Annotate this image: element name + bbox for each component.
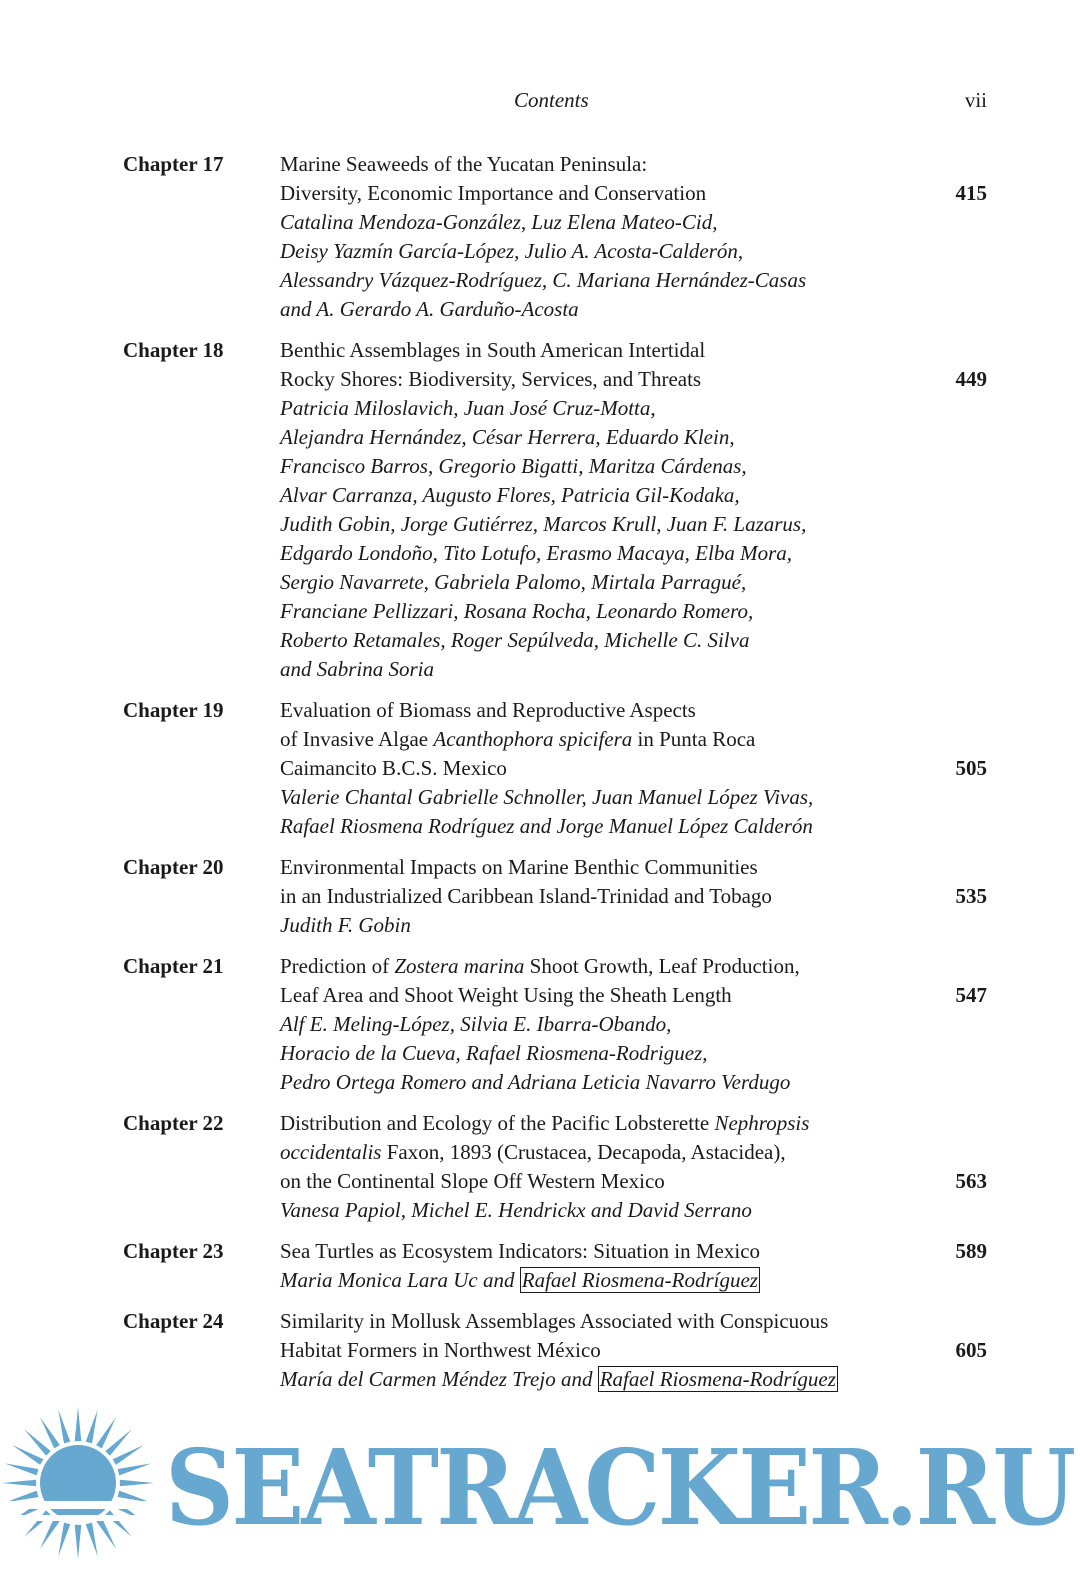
sun-ray [5,1463,39,1475]
sun-ray [113,1445,144,1465]
chapter-body [280,1109,920,1225]
title-text: Shoot Growth, Leaf Production, [524,954,800,978]
authors-line: Judith F. Gobin [280,913,411,937]
sun-ray [86,1523,98,1557]
author-text: María del Carmen Méndez Trejo and [280,1367,598,1391]
table-of-contents [0,150,1080,1406]
page-number-link[interactable]: 535 [955,884,987,908]
chapter-label: Chapter 22 [123,1111,224,1135]
sun-ray [40,1417,60,1448]
sun-ray [12,1445,43,1465]
toc-entry[interactable] [0,1109,1080,1225]
chapter-body [280,952,920,1097]
toc-entry[interactable] [0,1307,1080,1394]
watermark [0,1405,1080,1580]
authors-line: Rafael Riosmena Rodríguez and Jorge Manuel López Calderón [280,814,813,838]
authors-line: Alf E. Meling-López, Silvia E. Ibarra-Obando, [280,1012,672,1036]
chapter-title-line [280,1336,920,1365]
page-number-link[interactable]: 605 [955,1338,987,1362]
sun-ray [86,1410,98,1444]
authors-line: Deisy Yazmín García-López, Julio A. Acosta-Calderón, [280,239,744,263]
chapter-title-line [280,882,920,911]
chapter-body [280,1307,920,1394]
chapter-body [280,150,920,324]
chapter-title-line [280,981,920,1010]
page-number-link[interactable]: 505 [955,756,987,780]
title-text: Evaluation of Biomass and Reproductive Aspects [280,698,696,722]
chapter-title-line [280,1307,920,1336]
chapter-body [280,853,920,940]
chapter-title-line [280,150,920,179]
chapter-title-line [280,179,920,208]
sun-ray [58,1410,70,1444]
authors-line [280,1365,920,1394]
sun-ray [75,1525,82,1559]
title-text: Marine Seaweeds of the Yucatan Peninsula: [280,152,648,176]
title-text: Prediction of [280,954,395,978]
title-text: Diversity, Economic Importance and Conservation [280,181,707,205]
title-text: Benthic Assemblages in South American Intertidal [280,338,706,362]
chapter-label: Chapter 18 [123,338,224,362]
sun-ray [120,1480,154,1487]
species-name: Zostera marina [394,954,525,978]
running-title: Contents [514,88,589,112]
authors-line: and Sabrina Soria [280,657,435,681]
sun-logo-icon [0,1405,160,1580]
page-number-link[interactable]: 449 [955,367,987,391]
species-name: Acanthophora spicifera [433,727,633,751]
title-text: Caimancito B.C.S. Mexico [280,756,507,780]
authors-line: Pedro Ortega Romero and Adriana Leticia Navarro Verdugo [280,1070,791,1094]
authors-line: Franciane Pellizzari, Rosana Rocha, Leonardo Romero, [280,599,754,623]
toc-entry[interactable] [0,1237,1080,1295]
chapter-label: Chapter 20 [123,855,224,879]
running-head [0,88,1080,118]
species-name: Nephropsis [714,1111,810,1135]
title-text: Faxon, 1893 (Crustacea, Decapoda, Astacidea), [381,1140,786,1164]
sun-ray [24,1510,50,1536]
chapter-label: Chapter 24 [123,1309,224,1333]
toc-entry[interactable] [0,952,1080,1097]
title-text: Distribution and Ecology of the Pacific Lobsterette [280,1111,715,1135]
sun-ray [105,1510,131,1536]
authors-line [280,1266,920,1295]
chapter-title-line [280,1237,920,1266]
authors-line: Vanesa Papiol, Michel E. Hendrickx and David Serrano [280,1198,752,1222]
chapter-label: Chapter 19 [123,698,224,722]
chapter-label: Chapter 23 [123,1239,224,1263]
toc-entry[interactable] [0,336,1080,684]
sun-ray [58,1523,70,1557]
chapter-title-line [280,336,920,365]
chapter-title-line [280,952,920,981]
title-text: Habitat Formers in Northwest México [280,1338,601,1362]
sun-ray [118,1463,152,1475]
sun-ray [40,1518,60,1549]
chapter-title-line [280,365,920,394]
page-number-link[interactable]: 563 [955,1169,987,1193]
chapter-label: Chapter 21 [123,954,224,978]
sun-ray [105,1429,131,1455]
title-text: Sea Turtles as Ecosystem Indicators: Situation in Mexico [280,1239,761,1263]
boxed-author-name: Rafael Riosmena-Rodríguez [521,1268,758,1292]
title-text: Rocky Shores: Biodiversity, Services, and Threats [280,367,702,391]
authors-line: Alessandry Vázquez-Rodríguez, C. Mariana Hernández-Casas [280,268,807,292]
toc-entry[interactable] [0,150,1080,324]
authors-line: and A. Gerardo A. Garduño-Acosta [280,297,579,321]
sun-ray [96,1417,116,1448]
chapter-title-line [280,1167,920,1196]
title-text: Leaf Area and Shoot Weight Using the Sheath Length [280,983,732,1007]
chapter-title-line [280,725,920,754]
page-number-link[interactable]: 415 [955,181,987,205]
chapter-body [280,1237,920,1295]
sun-ray [5,1491,39,1503]
title-text: Similarity in Mollusk Assemblages Associated with Conspicuous [280,1309,829,1333]
author-text: Maria Monica Lara Uc and [280,1268,520,1292]
authors-line: Patricia Miloslavich, Juan José Cruz-Motta, [280,396,656,420]
page-number-link[interactable]: 547 [955,983,987,1007]
chapter-body [280,696,920,841]
title-text: in Punta Roca [632,727,756,751]
authors-line: Sergio Navarrete, Gabriela Palomo, Mirtala Parragué, [280,570,747,594]
chapter-title-line [280,1109,920,1138]
chapter-body [280,336,920,684]
sun-ray [24,1429,50,1455]
authors-line: Francisco Barros, Gregorio Bigatti, Maritza Cárdenas, [280,454,747,478]
sun-ray [2,1480,36,1487]
title-text: on the Continental Slope Off Western Mexico [280,1169,665,1193]
title-text: of Invasive Algae [280,727,434,751]
page-number-link[interactable]: 589 [955,1239,987,1263]
sun-ray [118,1491,152,1503]
watermark-text: SEATRACKER.RU [165,1426,1074,1549]
authors-line: Edgardo Londoño, Tito Lotufo, Erasmo Macaya, Elba Mora, [280,541,792,565]
authors-line: Alejandra Hernández, César Herrera, Eduardo Klein, [280,425,735,449]
chapter-title-line [280,696,920,725]
toc-entry[interactable] [0,853,1080,940]
chapter-title-line [280,853,920,882]
chapter-label: Chapter 17 [123,152,224,176]
authors-line: Alvar Carranza, Augusto Flores, Patricia Gil-Kodaka, [280,483,740,507]
species-name: occidentalis [280,1140,382,1164]
title-text: in an Industrialized Caribbean Island-Trinidad and Tobago [280,884,772,908]
chapter-title-line [280,1138,920,1167]
authors-line: Valerie Chantal Gabrielle Schnoller, Juan Manuel López Vivas, [280,785,814,809]
toc-entry[interactable] [0,696,1080,841]
chapter-title-line [280,754,920,783]
page-number: vii [964,88,987,112]
boxed-author-name: Rafael Riosmena-Rodríguez [599,1367,836,1391]
authors-line: Catalina Mendoza-González, Luz Elena Mateo-Cid, [280,210,718,234]
sun-ray [75,1407,82,1441]
authors-line: Judith Gobin, Jorge Gutiérrez, Marcos Krull, Juan F. Lazarus, [280,512,807,536]
authors-line: Roberto Retamales, Roger Sepúlveda, Michelle C. Silva [280,628,750,652]
authors-line: Horacio de la Cueva, Rafael Riosmena-Rodriguez, [280,1041,708,1065]
title-text: Environmental Impacts on Marine Benthic Communities [280,855,758,879]
sun-ray [96,1518,116,1549]
